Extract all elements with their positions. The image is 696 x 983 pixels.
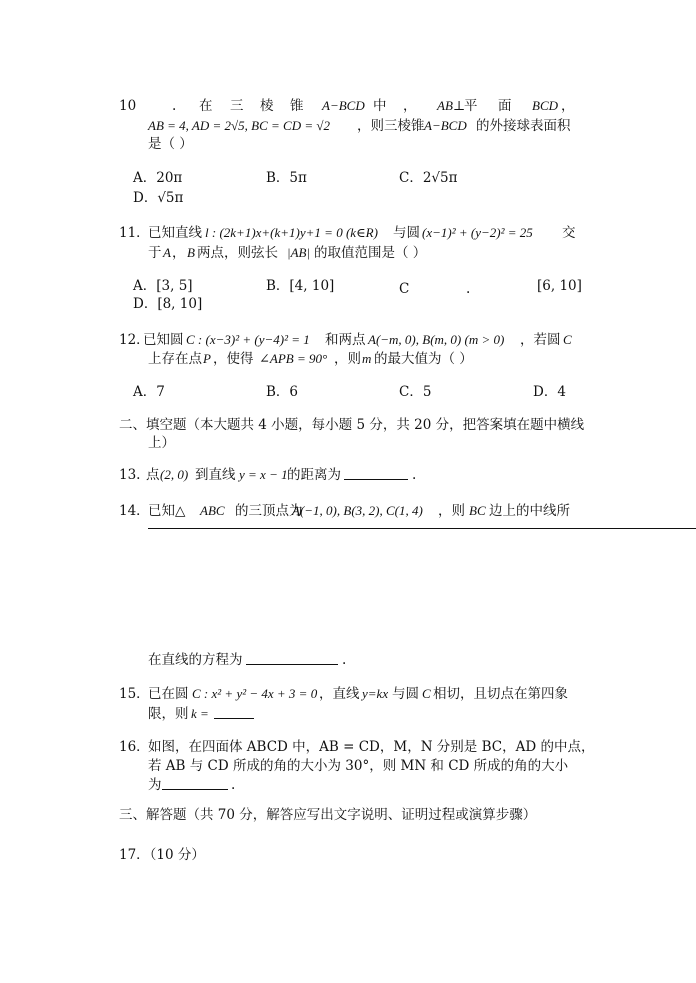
q17-label: 17．（10 分）	[119, 847, 205, 863]
q12-text: ，则	[334, 351, 361, 367]
q16-text: 如图，在四面体 ABCD 中，AB = CD，M，N 分别是 BC，AD 的中点，	[148, 739, 595, 755]
q15-math: y=kx	[362, 686, 389, 701]
q14-math: BC	[469, 503, 486, 518]
q14-text: ，则	[438, 503, 465, 519]
q10-word: ，	[561, 98, 575, 114]
q13-math: (2, 0)	[160, 467, 189, 482]
q10-word: ，	[403, 98, 417, 114]
q15-math: k =	[191, 706, 209, 721]
q10-option-b: B．5π	[266, 170, 307, 186]
q12-text: 和两点	[325, 332, 366, 348]
q11-option-c: C	[399, 281, 410, 297]
q12-text: 已知圆	[143, 332, 184, 348]
q16-number: 16．	[119, 739, 150, 755]
q10-math: AB⊥	[437, 98, 466, 113]
q11-option-a: A．[3, 5]	[133, 278, 193, 294]
q10-math: BCD	[532, 98, 558, 113]
q15-answer-blank[interactable]	[214, 706, 254, 719]
q10-text: 是（ ）	[148, 136, 193, 152]
q12-math: P	[203, 351, 211, 366]
q12-option-a: A．7	[133, 384, 165, 400]
q14-math: ABC	[200, 503, 225, 518]
q12-text: ，若圆	[520, 332, 561, 348]
q11-option-c: .	[466, 281, 471, 297]
q10-word: 面	[498, 98, 512, 114]
q11-math: A	[163, 245, 171, 260]
q12-text: ，使得	[213, 351, 254, 367]
q16-answer-blank[interactable]	[162, 777, 228, 790]
q11-option-d: D．[8, 10]	[133, 296, 203, 312]
q11-math: B	[187, 245, 195, 260]
q11-math: (x−1)² + (y−2)² = 25	[422, 225, 533, 240]
q12-number: 12．	[119, 332, 150, 348]
q11-option-b: B．[4, 10]	[266, 278, 335, 294]
q12-text: 上存在点	[148, 351, 202, 367]
q12-math: C : (x−3)² + (y−4)² = 1	[186, 332, 310, 347]
q10-word: 在	[199, 98, 213, 114]
q10-math: A−BCD	[424, 118, 467, 133]
q11-text: 交	[562, 225, 576, 241]
q15-math: C : x² + y² − 4x + 3 = 0	[192, 686, 318, 701]
section-2-heading-cont: 上）	[148, 435, 175, 451]
q10-word: 棱	[260, 98, 274, 114]
q12-option-c: C．5	[399, 384, 432, 400]
q10-text: 的外接球表面积	[476, 118, 571, 134]
q14-number: 14．	[119, 503, 150, 519]
q10-option-d: D．√5π	[133, 190, 184, 206]
q14-text: 的三顶点为	[235, 503, 303, 519]
page-divider-line	[148, 528, 696, 529]
q10-word: 锥	[290, 98, 304, 114]
q11-text: 两点，则弦长	[197, 245, 278, 261]
q11-math: |AB|	[287, 245, 311, 260]
q16-text: .	[231, 777, 236, 793]
q15-text: 已在圆	[148, 686, 189, 702]
section-3-heading: 三、解答题（共 70 分，解答应写出文字说明、证明过程或演算步骤）	[119, 807, 537, 823]
q10-option-a: A．20π	[133, 170, 183, 186]
q12-math: ∠APB = 90°	[259, 351, 328, 366]
q11-option-c-value: [6, 10]	[537, 278, 582, 294]
q11-text: ，	[172, 245, 186, 261]
q13-math: y = x − 1	[239, 467, 288, 482]
q11-math: l : (2k+1)x+(k+1)y+1 = 0 (k∈R)	[205, 225, 378, 240]
q13-text: 的距离为	[287, 467, 341, 483]
q11-text: 已知直线	[148, 225, 202, 241]
q14-text: 在直线的方程为	[148, 652, 243, 668]
q15-text: 相切，且切点在第四象	[433, 686, 568, 702]
q10-dot: .	[172, 98, 177, 114]
q10-math: A−BCD	[322, 98, 365, 113]
q11-text: 的取值范围是（ ）	[314, 245, 427, 261]
q13-text: .	[412, 467, 417, 483]
q11-number: 11．	[119, 225, 150, 241]
q12-math: C	[563, 332, 572, 347]
q15-number: 15．	[119, 686, 150, 702]
q10-text: ，则三棱锥	[357, 118, 425, 134]
q10-option-c: C．2√5π	[399, 170, 458, 186]
q10-math: AB = 4, AD = 2√5, BC = CD = √2	[148, 118, 331, 133]
q13-text: 到直线	[195, 467, 236, 483]
q11-text: 与圆	[393, 225, 420, 241]
q10-word: 平	[464, 98, 478, 114]
q13-number: 13.	[119, 467, 141, 483]
q14-answer-blank[interactable]	[246, 652, 338, 665]
q10-number: 10	[119, 98, 137, 114]
q16-text: 为	[148, 777, 162, 793]
q10-word: 三	[230, 98, 244, 114]
q14-math: A(−1, 0), B(3, 2), C(1, 4)	[292, 503, 423, 518]
q14-text: .	[342, 652, 347, 668]
section-2-heading: 二、填空题（本大题共 4 小题，每小题 5 分，共 20 分，把答案填在题中横线	[119, 417, 585, 433]
q13-answer-blank[interactable]	[344, 467, 408, 480]
q14-text: 已知△	[148, 503, 186, 519]
q12-math: m	[362, 351, 372, 366]
q11-text: 于	[148, 245, 162, 261]
q15-text: ，直线	[319, 686, 360, 702]
q13-text: 点	[146, 467, 160, 483]
q15-math: C	[422, 686, 431, 701]
q12-text: 的最大值为（ ）	[374, 351, 473, 367]
q12-option-d: D．4	[533, 384, 566, 400]
q16-text: 若 AB 与 CD 所成的角的大小为 30°，则 MN 和 CD 所成的角的大小	[148, 758, 569, 774]
q15-text: 限，则	[148, 706, 189, 722]
q15-text: 与圆	[392, 686, 419, 702]
q14-text: 边上的中线所	[489, 503, 570, 519]
q12-math: A(−m, 0), B(m, 0) (m > 0)	[368, 332, 505, 347]
q10-word: 中	[373, 98, 387, 114]
q12-option-b: B．6	[266, 384, 299, 400]
